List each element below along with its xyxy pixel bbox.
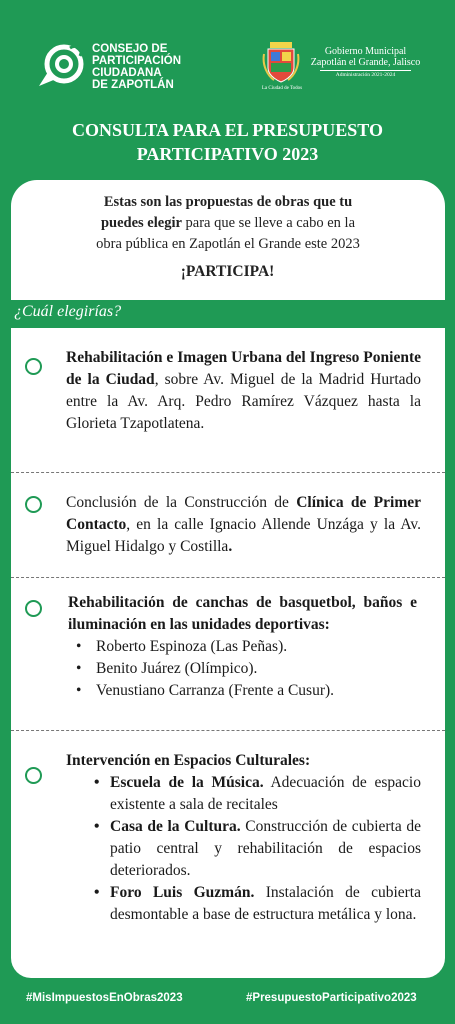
option-1-title: Rehabilitación e Imagen Urbana del Ingreso Poniente de la Ciudad [66,349,421,388]
option-2-end: . [228,538,233,555]
council-line-3: CIUDADANA [92,67,162,79]
option-4-text[interactable] [66,750,421,926]
list-item: • Roberto Espinoza (Las Peñas). [68,636,417,658]
option-4-list [94,772,421,926]
option-3-text[interactable] [68,592,417,702]
title-line-1: CONSULTA PARA EL PRESUPUESTO [72,120,383,140]
coat-of-arms-icon [262,40,300,86]
option-2-desc: , en la calle Ignacio Allende Unzága y la Av. Miguel Hidalgo y Costilla [66,516,421,555]
option-4-title: Intervención en Espacios Culturales: [66,752,311,769]
option-2-text[interactable] [66,492,421,558]
intro-text-b: para que se lleve a cabo en la [181,215,356,231]
divider [11,730,445,731]
question-label: ¿Cuál elegirías? [14,303,122,320]
title-line-2: PARTICIPATIVO 2023 [136,144,319,164]
list-item [94,772,421,816]
council-line-1: CONSEJO DE [92,43,168,55]
divider [11,577,445,578]
option-3-title: Rehabilitación de canchas de basquetbol, baños e iluminación en las unidades deportivas: [68,594,417,633]
list-item: • Benito Juárez (Olímpico). [68,658,417,680]
gov-line-2: Zapotlán el Grande, Jalisco [310,57,421,68]
item-name: Casa de la Cultura. [110,818,241,835]
list-item [94,882,421,926]
council-name [92,43,181,91]
option-3-list [68,636,417,702]
option-4-radio[interactable] [25,767,42,784]
government-label [308,46,423,79]
header [0,0,455,110]
divider [11,472,445,473]
item-desc: Adecuación de espacio existente a sala de recitales [110,774,421,813]
council-line-4: DE ZAPOTLÁN [92,79,174,91]
option-2-title: Clínica de Primer Contacto [66,494,421,533]
page-title [0,118,455,166]
intro-bold-a: Estas son las propuestas de obras que tu [103,194,353,210]
crest-caption: La Ciudad de Todos [261,86,303,91]
option-1-radio[interactable] [25,358,42,375]
item-desc: Instalación de cubierta desmontable a base de estructura metálica y lona. [110,884,421,923]
gov-line-1: Gobierno Municipal [324,46,407,57]
item-name: Escuela de la Música. [110,774,264,791]
participa-heading: ¡PARTICIPA! [180,263,275,280]
item-desc: Construcción de cubierta de patio central y rehabilitación de espacios deteriorados. [110,818,421,879]
gov-line-3: Administración 2021-2024 [320,70,411,79]
council-line-2: PARTICIPACIÓN [92,55,182,67]
item-name: Foro Luis Guzmán. [110,884,255,901]
speech-bubble-logo-icon [36,42,88,90]
option-2-radio[interactable] [25,496,42,513]
intro-bold-b: puedes elegir [100,215,182,231]
list-item: • Venustiano Carranza (Frente a Cusur). [68,680,417,702]
hashtag-right[interactable]: #PresupuestoParticipativo2023 [246,992,417,1004]
option-1-text[interactable] [66,347,421,435]
hashtag-left[interactable]: #MisImpuestosEnObras2023 [26,992,183,1004]
intro-text [14,192,442,255]
option-3-radio[interactable] [25,600,42,617]
option-2-pre: Conclusión de la Construcción de [66,494,297,511]
intro-text-c: obra pública en Zapotlán el Grande este 2023 [96,236,360,252]
list-item [94,816,421,882]
option-1-desc: , sobre Av. Miguel de la Madrid Hurtado entre la Av. Arq. Pedro Ramírez Vázquez hasta la Glorieta Tzapotlatena. [66,371,422,432]
